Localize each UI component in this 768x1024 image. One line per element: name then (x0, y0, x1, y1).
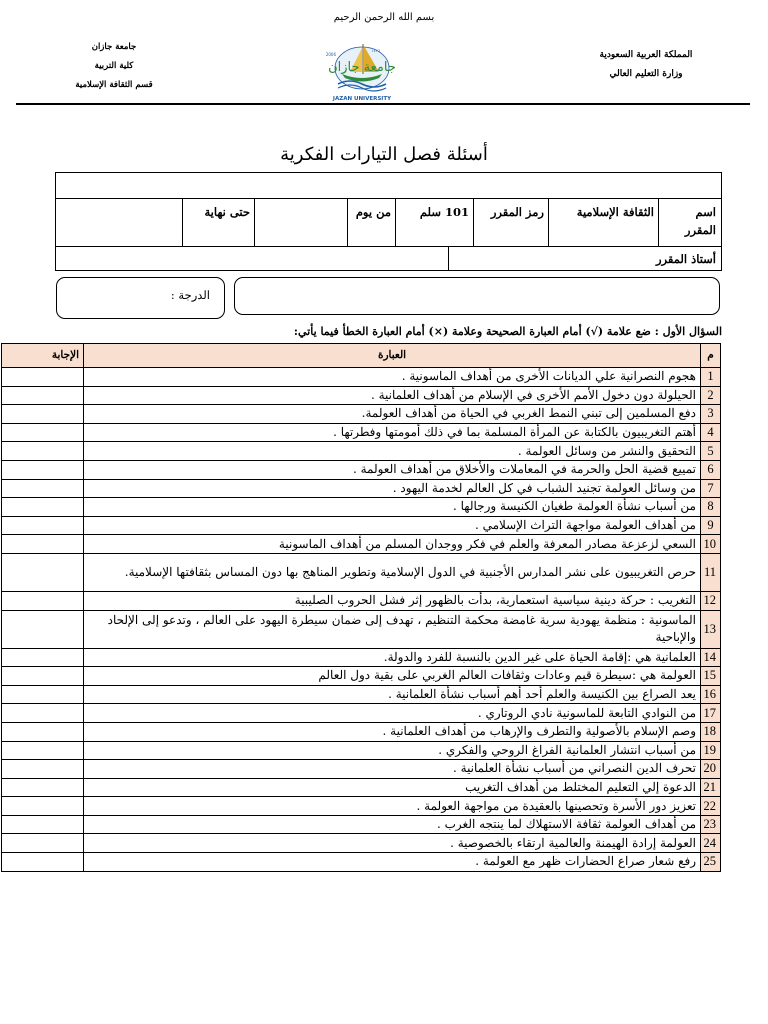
table-row (2, 741, 721, 760)
row-answer-cell[interactable] (2, 553, 84, 591)
row-answer-cell[interactable] (2, 479, 84, 498)
row-number: 13 (701, 610, 721, 648)
basmala: بسم الله الرحمن الرحيم (333, 12, 435, 23)
table-header-row (2, 344, 721, 368)
row-answer-cell[interactable] (2, 704, 84, 723)
row-answer-cell[interactable] (2, 778, 84, 797)
row-statement: من وسائل العولمة تجنيد الشباب في كل العالم لخدمة اليهود . (84, 479, 701, 498)
table-row (2, 479, 721, 498)
row-number: 14 (701, 648, 721, 667)
row-number: 12 (701, 591, 721, 610)
row-answer-cell[interactable] (2, 760, 84, 779)
table-row (2, 368, 721, 387)
course-code-value: 101 سلم (419, 205, 469, 219)
row-number: 22 (701, 797, 721, 816)
row-number: 9 (701, 516, 721, 535)
row-number: 1 (701, 368, 721, 387)
table-row (2, 778, 721, 797)
table-row (2, 834, 721, 853)
table-row (2, 405, 721, 424)
row-statement: وصم الإسلام بالأصولية والتطرف والإرهاب من أهداف العلمانية . (84, 722, 701, 741)
row-statement: حرص التغريبيون على نشر المدارس الأجنبية في الدول الإسلامية وتطوير المناهج بها دون المساس بثقافتها الإسلامية. (84, 553, 701, 591)
row-statement: العلمانية هي :إقامة الحياة على غير الدين بالنسبة للفرد والدولة. (84, 648, 701, 667)
table-row (2, 815, 721, 834)
row-number: 21 (701, 778, 721, 797)
row-statement: أهتم التغريبيون بالكتابة عن المرأة المسلمة بما في ذلك أمومتها وفطرتها . (84, 423, 701, 442)
row-answer-cell[interactable] (2, 368, 84, 387)
university-logo (324, 38, 400, 104)
row-number: 20 (701, 760, 721, 779)
department-line: قسم الثقافة الإسلامية (75, 80, 153, 90)
from-day-input[interactable] (255, 199, 348, 246)
student-name-box[interactable] (234, 277, 720, 315)
row-statement: تعزيز دور الأسرة وتحصينها بالعقيدة من مواجهة العولمة . (84, 797, 701, 816)
row-number: 8 (701, 498, 721, 517)
row-answer-cell[interactable] (2, 685, 84, 704)
logo-arabic-text: جامعة جازان (328, 60, 396, 75)
table-row (2, 853, 721, 872)
row-statement: الدعوة إلي التعليم المختلط من أهداف التغريب (84, 778, 701, 797)
row-answer-cell[interactable] (2, 834, 84, 853)
row-number: 5 (701, 442, 721, 461)
info-course-row (56, 199, 721, 247)
university-header (64, 38, 164, 95)
row-answer-cell[interactable] (2, 741, 84, 760)
info-blank-row[interactable] (56, 173, 721, 199)
table-row (2, 610, 721, 648)
row-number: 18 (701, 722, 721, 741)
header-answer: الإجابة (2, 344, 84, 368)
page-title: أسئلة فصل التيارات الفكرية (280, 144, 488, 165)
row-number: 6 (701, 460, 721, 479)
row-statement: الحيلولة دون دخول الأمم الأخرى في الإسلام من أهداف العلمانية . (84, 386, 701, 405)
instructor-input[interactable] (55, 247, 449, 271)
until-input[interactable] (55, 199, 183, 246)
question-instruction: السؤال الأول : ضع علامة (√) أمام العبارة الصحيحة وعلامة (×) أمام العبارة الخطأ فيما يأتي: (293, 325, 722, 338)
instructor-label: أستاذ المقرر (656, 252, 716, 266)
table-row (2, 460, 721, 479)
table-row (2, 498, 721, 517)
row-statement: هجوم النصرانية علي الديانات الأخرى من أهداف الماسونية . (84, 368, 701, 387)
table-row (2, 722, 721, 741)
header-number: م (701, 344, 721, 368)
row-statement: العولمة إرادة الهيمنة والعالمية ارتقاء بالخصوصية . (84, 834, 701, 853)
questions-body (2, 368, 721, 872)
row-number: 2 (701, 386, 721, 405)
row-statement: من أهداف العولمة مواجهة التراث الإسلامي . (84, 516, 701, 535)
logo-year-left: 2006 (325, 52, 336, 57)
row-answer-cell[interactable] (2, 498, 84, 517)
until-label: حتى نهاية (204, 205, 250, 219)
grade-label: الدرجة : (170, 288, 210, 302)
row-statement: السعي لزعزعة مصادر المعرفة والعلم في فكر ووجدان المسلم من أهداف الماسونية (84, 535, 701, 554)
row-answer-cell[interactable] (2, 853, 84, 872)
table-row (2, 386, 721, 405)
row-number: 15 (701, 667, 721, 686)
row-number: 7 (701, 479, 721, 498)
row-number: 10 (701, 535, 721, 554)
row-number: 19 (701, 741, 721, 760)
row-statement: العولمة هي :سيطرة قيم وعادات وثقافات العالم الغربي على بقية دول العالم (84, 667, 701, 686)
row-number: 11 (701, 553, 721, 591)
table-row (2, 704, 721, 723)
row-answer-cell[interactable] (2, 815, 84, 834)
row-answer-cell[interactable] (2, 405, 84, 424)
grade-box[interactable] (56, 277, 225, 319)
row-answer-cell[interactable] (2, 386, 84, 405)
table-row (2, 760, 721, 779)
row-answer-cell[interactable] (2, 516, 84, 535)
row-answer-cell[interactable] (2, 460, 84, 479)
row-statement: من أسباب انتشار العلمانية الفراغ الروحي والفكري . (84, 741, 701, 760)
kingdom-line: المملكة العربية السعودية (599, 50, 693, 60)
row-number: 3 (701, 405, 721, 424)
row-answer-cell[interactable] (2, 610, 84, 648)
header-divider (16, 103, 750, 105)
ministry-header (586, 46, 706, 84)
course-name-label: اسم المقرر (684, 205, 716, 237)
row-number: 4 (701, 423, 721, 442)
course-code-label: رمز المقرر (490, 205, 544, 219)
table-row (2, 535, 721, 554)
row-number: 17 (701, 704, 721, 723)
questions-table (1, 343, 721, 872)
row-answer-cell[interactable] (2, 423, 84, 442)
row-statement: رفع شعار صراع الحضارات ظهر مع العولمة . (84, 853, 701, 872)
table-row (2, 667, 721, 686)
table-row (2, 685, 721, 704)
table-row (2, 797, 721, 816)
row-number: 24 (701, 834, 721, 853)
row-statement: التغريب : حركة دينية سياسية استعمارية، بدأت بالظهور إثر فشل الحروب الصليبية (84, 591, 701, 610)
row-answer-cell[interactable] (2, 797, 84, 816)
table-row (2, 423, 721, 442)
row-answer-cell[interactable] (2, 442, 84, 461)
header-statement: العبارة (84, 344, 701, 368)
row-statement: من النوادي التابعة للماسونية نادي الروتاري . (84, 704, 701, 723)
table-row (2, 648, 721, 667)
ministry-line: وزارة التعليم العالي (609, 69, 683, 79)
course-name-value: الثقافة الإسلامية (576, 205, 654, 219)
university-line: جامعة جازان (91, 42, 137, 52)
table-row (2, 553, 721, 591)
from-day-label: من يوم (355, 205, 391, 219)
row-answer-cell[interactable] (2, 648, 84, 667)
row-answer-cell[interactable] (2, 535, 84, 554)
row-statement: دفع المسلمين إلى تبني النمط الغربي في الحياة من أهداف العولمة. (84, 405, 701, 424)
row-statement: من أهداف العولمة ثقافة الاستهلاك لما ينتجه الغرب . (84, 815, 701, 834)
row-statement: تمييع قضية الحل والحرمة في المعاملات والأخلاق من أهداف العولمة . (84, 460, 701, 479)
row-statement: الماسونية : منظمة يهودية سرية غامضة محكمة التنظيم ، تهدف إلى ضمان سيطرة اليهود على العالم ، وتدعو إلى الإلحاد والإباحية (84, 610, 701, 648)
row-answer-cell[interactable] (2, 591, 84, 610)
table-row (2, 516, 721, 535)
info-instructor-row (56, 247, 721, 271)
row-number: 16 (701, 685, 721, 704)
row-answer-cell[interactable] (2, 667, 84, 686)
logo-year-right: ١٤٢٦ (371, 48, 380, 53)
table-row (2, 442, 721, 461)
college-line: كلية التربية (94, 61, 134, 71)
row-statement: التحقيق والنشر من وسائل العولمة . (84, 442, 701, 461)
table-row (2, 591, 721, 610)
course-info-table (55, 172, 722, 271)
row-statement: تحرف الدين النصراني من أسباب نشأة العلمانية . (84, 760, 701, 779)
row-statement: يعد الصراع بين الكنيسة والعلم أحد أهم أسباب نشأة العلمانية . (84, 685, 701, 704)
row-number: 23 (701, 815, 721, 834)
row-answer-cell[interactable] (2, 722, 84, 741)
row-number: 25 (701, 853, 721, 872)
logo-english-text: JAZAN UNIVERSITY (332, 96, 392, 102)
row-statement: من أسباب نشأة العولمة طغيان الكنيسة ورجالها . (84, 498, 701, 517)
